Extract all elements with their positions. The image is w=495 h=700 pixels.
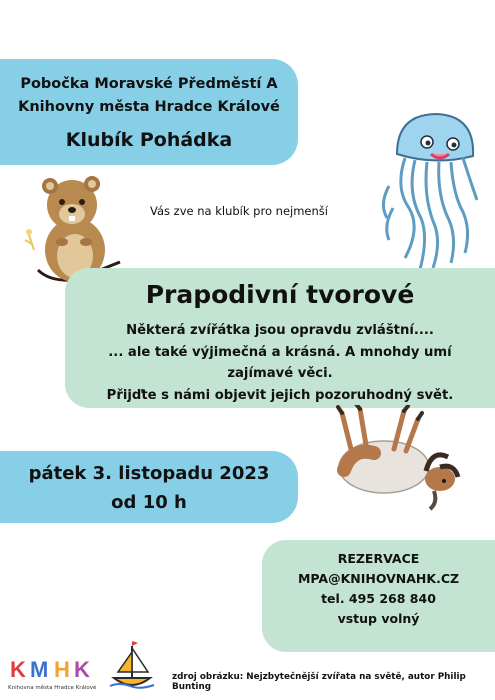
organization-line-1: Pobočka Moravské Předměstí A xyxy=(20,76,278,92)
library-logo xyxy=(8,655,100,695)
club-ship-logo xyxy=(108,640,156,694)
reservation-phone: tel. 495 268 840 xyxy=(321,591,436,606)
event-line-1: Některá zvířátka jsou opravdu zvláštní.... xyxy=(126,323,434,338)
logo-letter-k: K xyxy=(10,657,26,682)
kmhk-logo-icon xyxy=(8,655,98,683)
event-date: pátek 3. listopadu 2023 xyxy=(28,463,270,484)
club-name: Klubík Pohádka xyxy=(65,129,233,151)
event-title: Prapodivní tvorové xyxy=(145,280,415,309)
goat-illustration xyxy=(322,405,467,517)
event-line-4: Přijďte s námi objevit jejich pozoruhodný svět. xyxy=(106,387,454,403)
logo-caption: Knihovna města Hradce Králové xyxy=(8,685,97,691)
organization-name xyxy=(0,73,298,119)
logo-letter-k2: K xyxy=(74,657,90,682)
event-line-2: ... ale také výjimečná a krásná. A mnohdy umí xyxy=(108,344,452,360)
event-line-3: zajímavé věci. xyxy=(227,366,333,381)
organization-line-2: Knihovny města Hradce Králové xyxy=(18,99,280,115)
header-box xyxy=(0,59,298,165)
reservation-box xyxy=(262,540,495,652)
invite-text: Vás zve na klubík pro nejmenší xyxy=(150,204,328,218)
reservation-email[interactable]: MPA@KNIHOVNAHK.CZ xyxy=(297,571,460,586)
event-description xyxy=(71,320,489,406)
image-source-credit: zdroj obrázku: Nejzbytečnější zvířata na světě, autor Philip Bunting xyxy=(172,672,466,692)
entry-info: vstup volný xyxy=(337,611,420,626)
reservation-title: REZERVACE xyxy=(337,551,420,566)
event-box xyxy=(65,268,495,408)
event-time: od 10 h xyxy=(111,492,187,513)
logo-letter-h: H xyxy=(54,657,70,682)
date-box xyxy=(0,451,298,523)
jellyfish-illustration xyxy=(375,108,485,278)
logo-letter-m: M xyxy=(30,657,49,682)
